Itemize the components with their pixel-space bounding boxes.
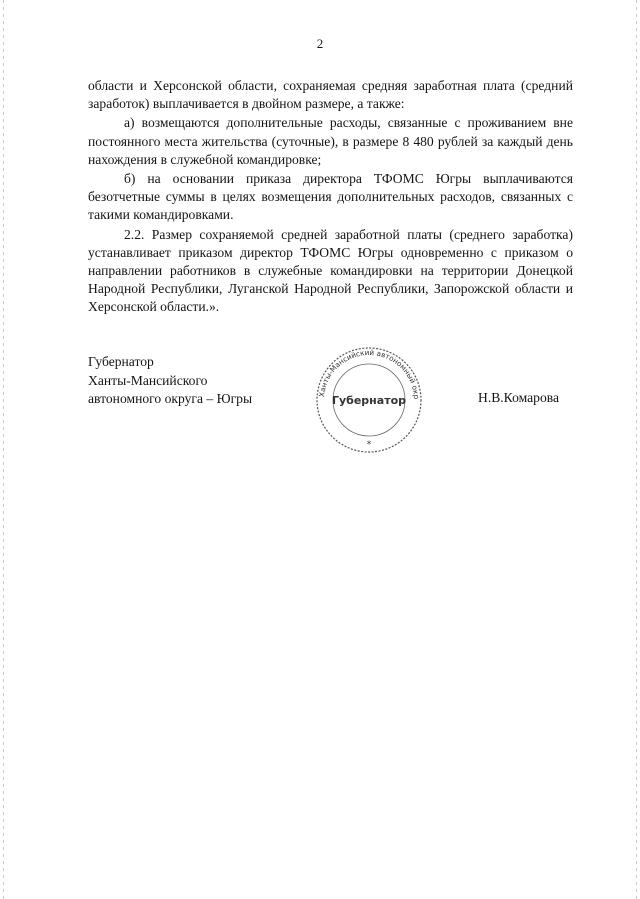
- page-number: 2: [316, 36, 324, 51]
- text-line: за каждый день нахождения в служебной командировке;: [88, 133, 574, 167]
- seal-center-text: Губернатор: [331, 394, 407, 407]
- text-line: Народной Республики, Запорожской области и Херсонской области.».: [88, 281, 573, 315]
- text-line: заработка) устанавливает приказом директор ТФОМС Югры: [88, 226, 573, 260]
- text-line: одновременно с приказом о направлении работников в служебные: [88, 244, 573, 279]
- text-line: командировки на территории Донецкой Народной Республики, Луганской: [88, 263, 573, 297]
- text-line: области и Херсонской области, сохраняемая средняя заработная плата: [88, 78, 515, 93]
- body-text: [88, 77, 573, 318]
- text-line: вне постоянного места жительства (суточные), в размере 8 480 рублей: [88, 115, 573, 149]
- signatory-title-line: Ханты-Мансийского: [88, 372, 208, 388]
- signatory-title-line: Губернатор: [88, 354, 154, 369]
- text-line: (средний заработок) выплачивается в двойном размере, а также:: [88, 78, 573, 112]
- text-line: а) возмещаются дополнительные расходы, связанные с проживанием: [124, 115, 547, 131]
- signatory-title-line: автономного округа – Югры: [88, 391, 253, 406]
- text-line: 2.2. Размер сохраняемой средней заработной платы (среднего: [124, 226, 505, 242]
- paragraph-1: [88, 77, 573, 113]
- paragraph-4: [88, 226, 573, 317]
- paragraph-2: [88, 114, 573, 169]
- scan-edge-right: [636, 0, 637, 899]
- text-line: связанных с такими командировками.: [88, 189, 574, 223]
- seal-star: *: [366, 440, 372, 450]
- scan-edge-left: [3, 0, 4, 899]
- paragraph-3: [88, 170, 573, 225]
- signatory-title: [88, 353, 252, 409]
- official-seal: [304, 345, 434, 455]
- signatory-name: Н.В.Комарова: [478, 390, 560, 405]
- text-line: безотчетные суммы в целях возмещения дополнительных расходов,: [88, 189, 496, 205]
- text-line: б) на основании приказа директора ТФОМС Югры выплачиваются: [124, 171, 573, 187]
- seal-ring-text: Ханты-Мансийский автономный окр: [317, 347, 422, 400]
- seal-graphic: [304, 345, 434, 455]
